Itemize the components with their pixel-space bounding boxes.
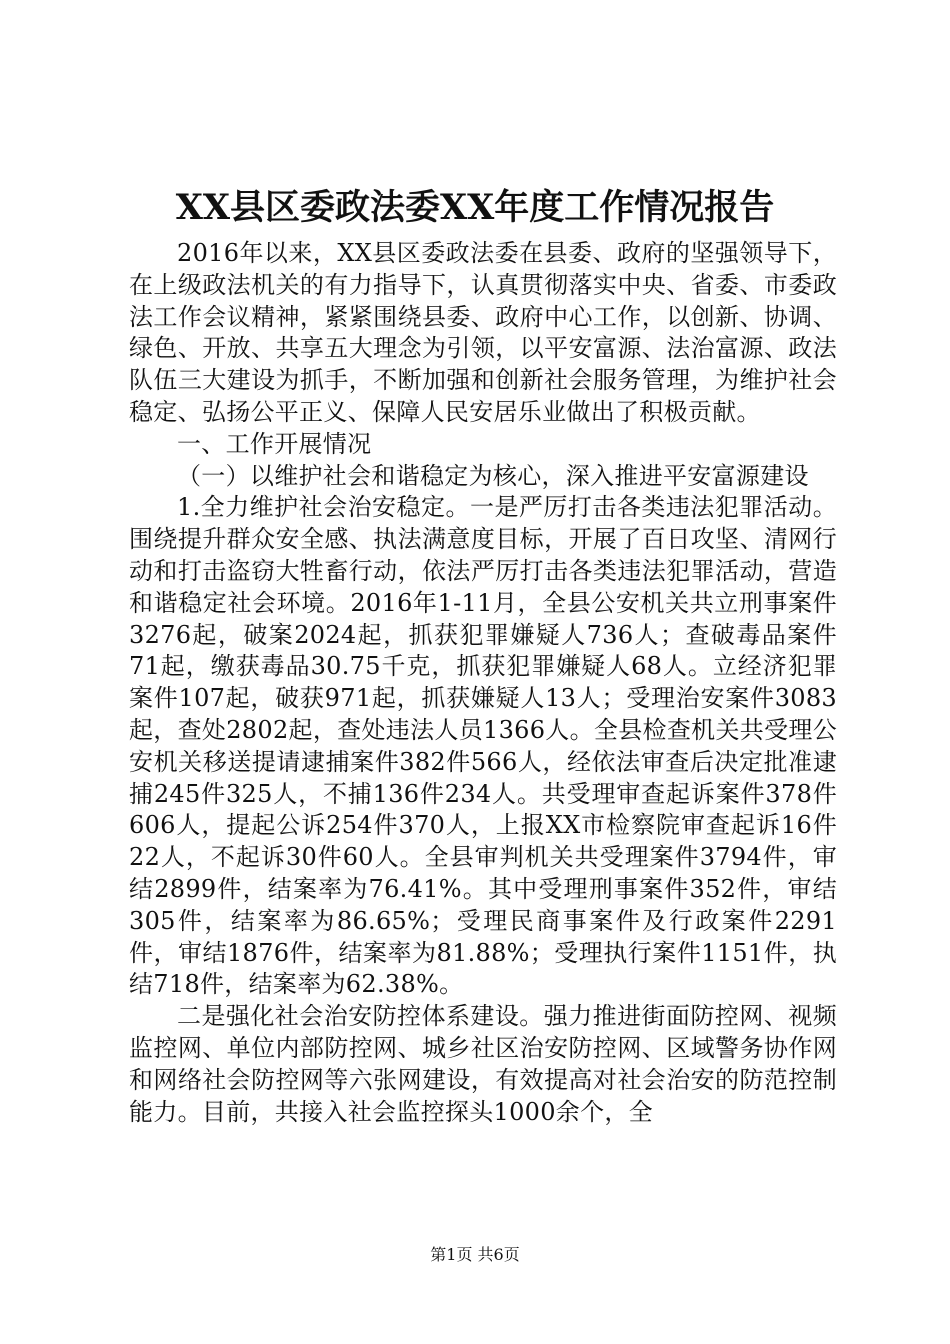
body-paragraph-2: 二是强化社会治安防控体系建设。强力推进街面防控网、视频监控网、单位内部防控网、城乡社区治安防控网、区域警务协作网和网络社会防控网等六张网建设，有效提高对社会治安的防范控制能力。目前，共接入社会监控探头1000余个，全 xyxy=(129,1002,837,1126)
section-heading: 一、工作开展情况 xyxy=(177,429,372,458)
document-title: XX县区委政法委XX年度工作情况报告 xyxy=(175,187,775,228)
document-body xyxy=(129,238,837,1128)
intro-paragraph: 2016年以来，XX县区委政法委在县委、政府的坚强领导下，在上级政法机关的有力指导下，认真贯彻落实中央、省委、市委政法工作会议精神，紧紧围绕县委、政府中心工作，以创新、协调、绿色、开放、共享五大理念为引领，以平安富源、法治富源、政法队伍三大建设为抓手，不断加强和创新社会服务管理，为维护社会稳定、弘扬公平正义、保障人民安居乐业做出了积极贡献。 xyxy=(129,239,837,426)
body-paragraph-1: 1.全力维护社会治安稳定。一是严厉打击各类违法犯罪活动。围绕提升群众安全感、执法满意度目标，开展了百日攻坚、清网行动和打击盗窃大牲畜行动，依法严厉打击各类违法犯罪活动，营造和谐稳定社会环境。2016年1-11月，全县公安机关共立刑事案件3276起，破案2024起，抓获犯罪嫌疑人736人；查破毒品案件71起，缴获毒品30.75千克，抓获犯罪嫌疑人68人。立经济犯罪案件107起，破获971起，抓获嫌疑人13人；受理治安案件3083起，查处2802起，查处违法人员1366人。全县检查机关共受理公安机关移送提请逮捕案件382件566人，经依法审查后决定批准逮捕245件325人，不捕136件234人。共受理审查起诉案件378件606人，提起公诉254件370人，上报XX市检察院审查起诉16件22人，不起诉30件60人。全县审判机关共受理案件3794件，审结2899件，结案率为76.41%。其中受理刑事案件352件，审结305件，结案率为86.65%；受理民商事案件及行政案件2291件，审结1876件，结案率为81.88%；受理执行案件1151件，执结718件，结案率为62.38%。 xyxy=(129,493,837,999)
page-number-footer: 第1页 共6页 xyxy=(430,1245,520,1264)
subsection-heading: （一）以维护社会和谐稳定为核心，深入推进平安富源建设 xyxy=(177,461,809,490)
